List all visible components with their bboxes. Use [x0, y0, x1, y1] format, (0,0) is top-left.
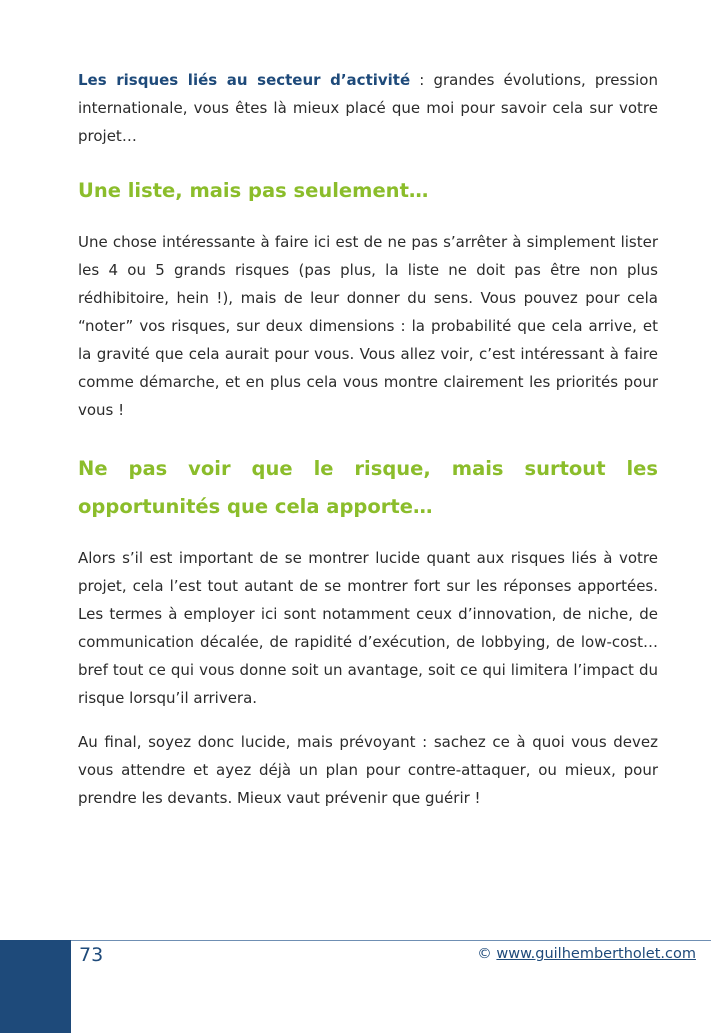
footer-copyright — [477, 946, 696, 962]
page-number: 73 — [79, 944, 104, 966]
footer-color-block — [0, 940, 71, 1033]
section-heading-list: Une liste, mais pas seulement… — [78, 179, 429, 202]
section-opportunities-paragraph-2: Au final, soyez donc lucide, mais prévoyant : sachez ce à quoi vous devez vous attendre et ayez déjà un plan pour contre-attaquer, ou mieux, pour prendre les devants. Mieux vaut prévenir que guérir ! — [78, 733, 658, 807]
footer-divider — [71, 940, 711, 941]
intro-text: : grandes évolutions, pression internationale, vous êtes là mieux placé que moi pour savoir cela sur votre projet… — [78, 71, 658, 145]
copyright-icon: © — [477, 946, 492, 962]
website-link[interactable]: www.guilhembertholet.com — [496, 946, 696, 962]
intro-paragraph — [78, 66, 658, 150]
intro-bold-lead: Les risques liés au secteur d’activité — [78, 71, 411, 89]
section-heading-opportunities: Ne pas voir que le risque, mais surtout les opportunités que cela apporte… — [78, 457, 658, 518]
section-list-paragraph: Une chose intéressante à faire ici est de ne pas s’arrêter à simplement lister les 4 ou 5 grands risques (pas plus, la liste ne doit pas être non plus rédhibitoire, hein !), mais de leur donner du sens. Vous pouvez pour cela “noter” vos risques, sur deux dimensions : la probabilité que cela arrive, et la gravité que cela aurait pour vous. Vous allez voir, c’est intéressant à faire comme démarche, et en plus cela vous montre clairement les priorités pour vous ! — [78, 233, 658, 419]
section-opportunities-paragraph-1: Alors s’il est important de se montrer lucide quant aux risques liés à votre projet, cela l’est tout autant de se montrer fort sur les réponses apportées. Les termes à employer ici sont notamment ceux d’innovation, de niche, de communication décalée, de rapidité d’exécution, de lobbying, de low-cost… bref tout ce qui vous donne soit un avantage, soit ce qui limitera l’impact du risque lorsqu’il arrivera. — [78, 549, 658, 707]
page-content — [78, 66, 658, 812]
